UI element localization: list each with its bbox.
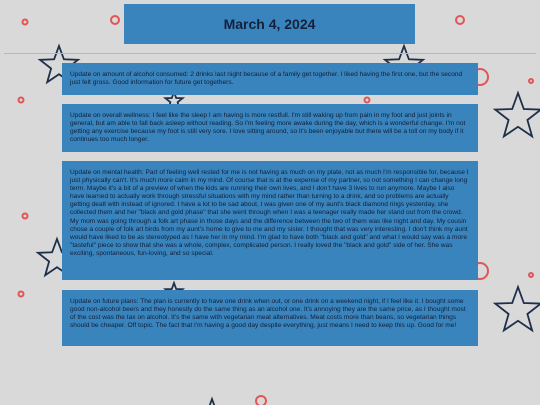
ring-decoration <box>111 16 119 24</box>
star-decoration <box>495 287 540 330</box>
ring-decoration <box>23 214 28 219</box>
date-title-banner <box>124 4 415 44</box>
ring-decoration <box>456 16 464 24</box>
star-decoration <box>495 93 540 136</box>
ring-decoration <box>365 98 370 103</box>
ring-decoration <box>23 20 28 25</box>
ring-decoration <box>19 98 24 103</box>
divider-line <box>4 53 536 54</box>
entry-card-wellness: Update on overall wellness: I feel like the sleep I am having is more restfull. I'm still waking up from pain in my foot and just joints in general, but am able to fall back asleep without reading. So I'm feeling more awake during the day, which is a wonderful change. I'm not getting any exercise because my foot is still very sore. I love sitting around, so it's been enjoyable but there will be a toll on my body if it continues too much longer. <box>62 104 478 152</box>
ring-decoration <box>529 79 533 83</box>
ring-decoration <box>19 292 24 297</box>
entry-card-mental-health: Update on mental health: Part of feeling well rested for me is not having as much on my plate, not as much I'm responsible for, because I just physically can't. It's much more calm in my mind. Of course that is at the expense of my partner, so not something I can change long term. Maybe it's a bit of a preview of when the kids are running their own lives, and I don't have 3 lives to run anymore. Maybe I also have learned to actually work through stressful situations with my mind rather than turning to a drink, and so problems are actually getting dealt with instead of ignored. I have a lot to be sad about, I was given one of my aunt's black diamond rings yesterday, she collected them and her "black and gold phase" that she went through when I was a teenager really made her stand out from the crowd. My mom was going through a folk art phase in those days and the difference between the two of them was like night and day. My cousin chose a couple of folk art birds from my aunt's home to give to me and my sister. I thought that was very interesting. I don't think my aunt would have liked to be as stereotyped as I have her in my mind. I'm glad to have both "black and gold" and what I would say was a more "tasteful" piece to show that she was a whole, complex, complicated person. I really loved the "black and gold" side of her. She was exciting, spontaneous, fun-loving, and so special. <box>62 161 478 280</box>
ring-decoration <box>256 396 266 405</box>
entry-card-alcohol: Update on amount of alcohol consumed: 2 drinks last night because of a family get together. I liked having the first one, but the second just felt gross. Good information for future get togethers. <box>62 63 478 95</box>
page-title: March 4, 2024 <box>223 16 316 32</box>
star-decoration <box>203 399 222 405</box>
ring-decoration <box>529 273 533 277</box>
entry-card-future-plans: Update on future plans: The plan is currently to have one drink when out, or one drink on a weekend night, if I feel like it. I bought some good non-alcohol beers and they honestly do the same thing as an alcohol one. It's annoying they are the same price, as I thought most of the cost was the tax on alcohol. It's the same with vegetarian meat alternatives. Meat costs more than beans, so vegetarian things should be cheaper. Off topic. The fact that I'm having a good day despite everything, just means I need to keep this up. Good for me! <box>62 290 478 346</box>
